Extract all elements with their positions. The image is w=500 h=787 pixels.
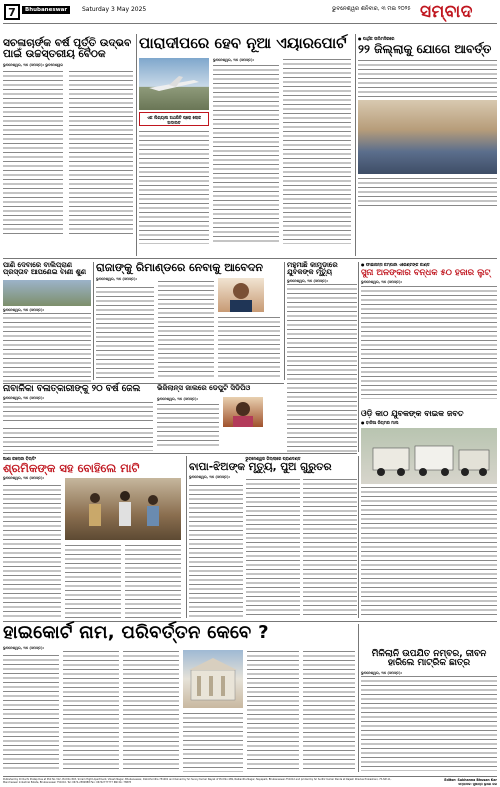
story-labour: [3, 456, 183, 620]
portrait-photo: [218, 278, 264, 312]
kicker: ଆଶା କଲୋନୀ ବିଲ୍ଡିଂ: [3, 456, 36, 461]
seized-vehicles-photo: [361, 428, 497, 484]
dateline: ଭୁବନେଶ୍ୱର, ୨ା୫ (ସମସ୍ତ):: [213, 58, 255, 62]
story-body: [247, 650, 299, 772]
editor-line: Editor: Sukhanna Bhusan Kar: [444, 778, 497, 782]
headline: ନାବାଳିକା ବଳାତ୍କାରୀଙ୍କୁ ୨୦ ବର୍ଷ ଜେଲ: [3, 384, 141, 394]
story-body: [3, 654, 59, 772]
labour-photo: [65, 478, 181, 540]
story-body: [246, 478, 300, 618]
story-high-court: [3, 624, 355, 774]
story-body: [303, 478, 357, 618]
dateline: ଭୁବନେଶ୍ୱର, ୨ା୫ (ସମସ୍ତ):: [96, 276, 138, 281]
dateline: ଭୁବନେଶ୍ୱର, ୨ା୫ (ସମସ୍ତ):: [361, 279, 403, 284]
date-label: Saturday 3 May 2025: [82, 6, 147, 13]
story-body: [3, 312, 91, 382]
story-body: [139, 130, 209, 244]
headline: ପାଣି ଦେବାରେ ବାଲିପ୍ରାଣ ପ୍ରସ୍ତାବ ଆପଣେଇ ବାଣୀ ଶୁଣ: [3, 261, 87, 277]
dateline: ଭୁବନେଶ୍ୱର, ୨ା୫ (ସମସ୍ତ):: [3, 645, 45, 650]
headline: ସୁନା ଅଳଙ୍କାର ବନ୍ଧକ ୫୦ ହଜାର ଲୁଟ୍: [361, 268, 491, 278]
dateline: ଭୁବନେଶ୍ୱର, ୨ା୫ (ସମସ୍ତ):: [361, 670, 403, 675]
story-body: [361, 675, 497, 771]
story-body: [125, 544, 181, 618]
story-body: [361, 532, 497, 618]
dateline: ଭୁବନେଶ୍ୱର, ୨ା୫ (ସମସ୍ତ):: [3, 396, 45, 401]
story-accident: [189, 456, 357, 620]
training-photo: [358, 100, 497, 174]
story-body: [157, 403, 219, 449]
story-remand: [96, 262, 282, 382]
headline: ହାଇକୋର୍ଟ ନାମ, ପରିବର୍ତ୍ତନ କେବେ ?: [3, 622, 269, 643]
dateline: ଭୁବନେଶ୍ୱର, ୨ା୫ (ସମସ୍ତ):: [157, 397, 199, 401]
story-student: [361, 650, 497, 774]
story-body: [183, 712, 243, 772]
dateline: ଭୁବନେଶ୍ୱର, ୨ା୫ (ସମସ୍ତ):: [3, 476, 45, 481]
story-body: [283, 58, 351, 244]
headline: ଓଡ଼ି କାଠ ଯୁବକଙ୍କ ବାଇକ ଜବତ: [361, 409, 464, 418]
story-body: [3, 484, 61, 618]
airport-photo: [139, 58, 209, 110]
inset-title: ଏକ ଲିଗ୍ୟାଲ ଅଥରିଟି ପ୍ରୋ ଲୋକ ଅଦାଲତ: [146, 115, 202, 125]
edition-label: Bhubaneswar: [22, 6, 70, 14]
dateline: ଭୁବନେଶ୍ୱର, ୨ା୫ (ସମସ୍ତ):: [287, 278, 329, 283]
story-body: [361, 486, 497, 530]
dateline: ଭୁବନେଶ୍ୱର, ୨ା୫ (ସମସ୍ତ):: [189, 475, 231, 480]
story-bee: [287, 262, 357, 452]
story-body: [158, 280, 214, 380]
kicker: ● ପାର୍ଥିକ ତାଲିମସିରରେ: [358, 36, 395, 41]
story-body: [358, 177, 497, 207]
water-photo: [3, 280, 91, 306]
story-body: [189, 484, 243, 618]
imprint: Published by Dr Ruchi Pratap Das at Plot No 312, Plot No 803, Sriram Hight Apartment, Vikash Nagar, Bhubaneswar, Dist-Khordha 751001 and Owned by Sri Sunny Kumar Nayak of Plot No 489, Nalkantha Nagar, Nayapalli, Bhubaneswar-751012 and printed by Sri Sudhir Kumar Panda at Rajesh Khadua Prokashani, 75-SIP-11, Mancheswar Industrial Estate, Bhubaneswar 751010. Tel: 0674-2582888 Fax: 06742777777 RNI No: 78878: [3, 778, 392, 784]
dateline: ଭୁବନେଶ୍ୱର, ୨ା୫ (ସମସ୍ତ): ଭୁବନେଶ୍ୱର: [3, 63, 63, 68]
story-body: [3, 427, 153, 451]
dateline: ଭୁବନେଶ୍ୱର, ୨ା୫ (ସମସ୍ତ):: [3, 307, 45, 312]
story-body: [218, 316, 280, 380]
kicker: ● ବାଳିଆ ନିୟମର ମାଲ: [361, 420, 399, 426]
headline: ପାରାଦୀପରେ ହେବ ନୂଆ ଏୟାରପୋର୍ଟ: [139, 34, 347, 52]
inset-box: [139, 112, 209, 126]
story-bike: [361, 410, 497, 530]
story-gold: [361, 262, 497, 408]
story-body: [96, 286, 154, 380]
story-vigilance: [157, 385, 285, 451]
story-body: [3, 70, 63, 235]
headline: ମହୁମାଛି କାମୁଡ଼ାରେ ଯୁବକଙ୍କ ମୃତ୍ୟୁ: [287, 261, 338, 277]
page-number: 7: [4, 4, 20, 20]
footer: [3, 777, 497, 787]
editor-line-odia: ସମ୍ପାଦକ: ସୁଖାନ୍ନା ଭୂଷଣ କର: [458, 782, 497, 786]
story-meeting: [3, 38, 133, 258]
headline: ବାପା-ଝିଅଙ୍କ ମୃତ୍ୟୁ, ପୁଅ ଗୁରୁତର: [189, 461, 332, 473]
headline: ମିଳିଲାନି ଉପଯିତ ନମ୍ବର, ଜୀବନ ହାରିଲେ ମାଟ୍ରିକ ଛାତ୍ର: [371, 649, 487, 669]
story-body: [3, 401, 153, 423]
date-odia-label: ଭୁବନେଶ୍ୱର ଶନିବାର, ୩ ମଇ ୨୦୨୫: [332, 6, 411, 12]
story-body: [63, 650, 119, 772]
masthead: [0, 0, 500, 31]
story-body: [303, 650, 355, 772]
headline: ସଚଳାଚାର୍ଙ୍କ ବର୍ଷ ପୂର୍ତ୍ତି ଉଦ୍ଭବ ପାଇଁ ଉଚ୍ଚସ୍ତରୀୟ ବୈଠକ: [3, 37, 132, 61]
story-body: [213, 64, 279, 244]
headline: ଶ୍ରମିକଙ୍କ ସହ ବୋହିଲେ ମାଟି: [3, 461, 140, 475]
story-body: [123, 650, 179, 772]
story-training: [358, 36, 497, 258]
story-body: [69, 70, 133, 235]
story-body: [65, 544, 121, 618]
headline: ରାଜାଙ୍କୁ ରିମାଣ୍ଡରେ ନେବାକୁ ଆବେଦନ: [96, 261, 264, 274]
story-jail: [3, 385, 153, 425]
headline: ଭିଜିଲାନ୍ସ ଜାଲରେ ଡେପୁଟି ସିଡିପିଓ: [157, 384, 251, 392]
story-body: [287, 283, 357, 453]
high-court-photo: [183, 650, 243, 708]
story-body: [361, 285, 497, 399]
headline: ୨୨ ଜିଲ୍ଲାକୁ ଯୋଗେ ଆବର୍ତ୍ତ: [358, 42, 492, 56]
newspaper-logo: ସମ୍ବାଦ: [420, 2, 473, 22]
kicker: ଭୁବନେଶ୍ୱର ଜିଲ୍ଲାରେ ପ୍ରାଣଦଣ୍ଡ: [245, 456, 301, 461]
kicker: ● ଫାଇନାନ୍ସ କମ୍ପାନୀ ଏଜେଣ୍ଟଙ୍କ କାଣ୍ଡ: [361, 262, 430, 267]
story-body: [358, 59, 497, 97]
officer-photo: [223, 397, 263, 427]
story-airport: [139, 36, 353, 256]
story-water: [3, 262, 91, 382]
airplane-icon: [139, 58, 209, 110]
